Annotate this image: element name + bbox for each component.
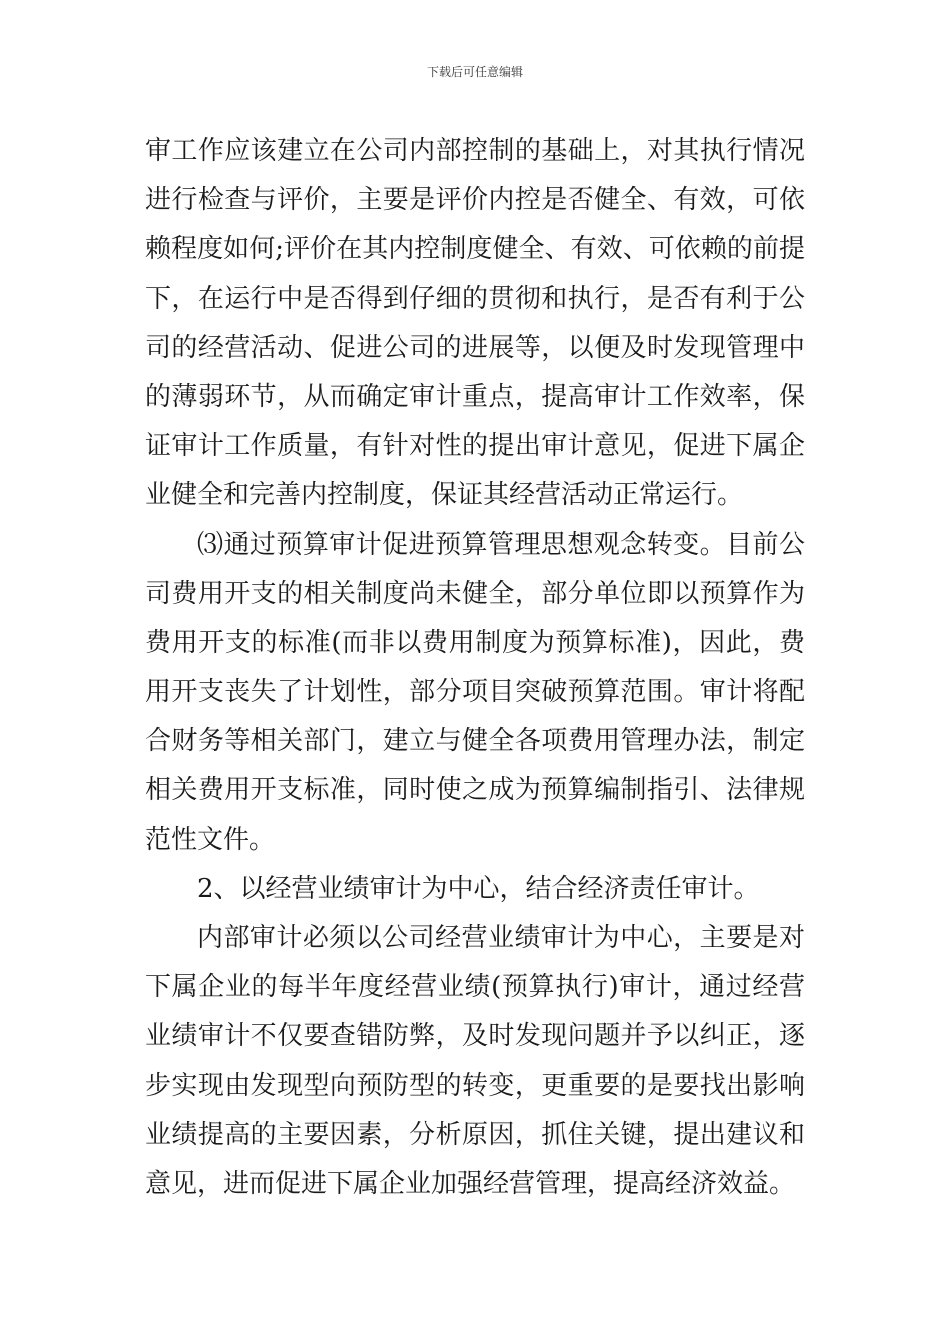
text-line: 下属企业的每半年度经营业绩(预算执行)审计，通过经营: [145, 972, 805, 1003]
text-line: 用开支丧失了计划性，部分项目突破预算范围。审计将配: [145, 677, 805, 708]
text-line: 内部审计必须以公司经营业绩审计为中心，主要是对: [197, 923, 805, 953]
text-line: 下，在运行中是否得到仔细的贯彻和执行，是否有利于公: [145, 283, 805, 314]
text-line: 业健全和完善内控制度，保证其经营活动正常运行。: [145, 480, 744, 511]
text-line: 费用开支的标准(而非以费用制度为预算标准)，因此，费: [145, 627, 805, 658]
text-line: 业绩审计不仅要查错防弊，及时发现问题并予以纠正，逐: [145, 1021, 805, 1052]
document-body: [145, 127, 805, 1209]
text-line: 司费用开支的相关制度尚未健全，部分单位即以预算作为: [145, 578, 805, 609]
text-line: 合财务等相关部门，建立与健全各项费用管理办法，制定: [145, 726, 805, 757]
text-line: 的薄弱环节，从而确定审计重点，提高审计工作效率，保: [145, 381, 805, 412]
text-line: 业绩提高的主要因素，分析原因，抓住关键，提出建议和: [145, 1119, 805, 1150]
text-line: 赖程度如何;评价在其内控制度健全、有效、可依赖的前提: [145, 234, 805, 265]
paragraph: [145, 127, 805, 521]
paragraph: [145, 521, 805, 865]
text-line: 范性文件。: [145, 824, 276, 855]
section-heading: [145, 865, 805, 914]
text-line: 意见，进而促进下属企业加强经营管理，提高经济效益。: [145, 1168, 796, 1199]
paragraph: [145, 914, 805, 1209]
text-line: 进行检查与评价，主要是评价内控是否健全、有效，可依: [145, 185, 805, 216]
text-line: 审工作应该建立在公司内部控制的基础上，对其执行情况: [145, 136, 805, 166]
text-line: 证审计工作质量，有针对性的提出审计意见，促进下属企: [145, 431, 805, 462]
text-line: ⑶通过预算审计促进预算管理思想观念转变。目前公: [197, 529, 805, 560]
text-line: 步实现由发现型向预防型的转变，更重要的是要找出影响: [145, 1070, 805, 1101]
text-line: 相关费用开支标准，同时使之成为预算编制指引、法律规: [145, 775, 805, 806]
page-header: 下载后可任意编辑: [426, 65, 523, 79]
text-line: 2、以经营业绩审计为中心，结合经济责任审计。: [197, 873, 760, 904]
text-line: 司的经营活动、促进公司的进展等，以便及时发现管理中: [145, 332, 805, 363]
